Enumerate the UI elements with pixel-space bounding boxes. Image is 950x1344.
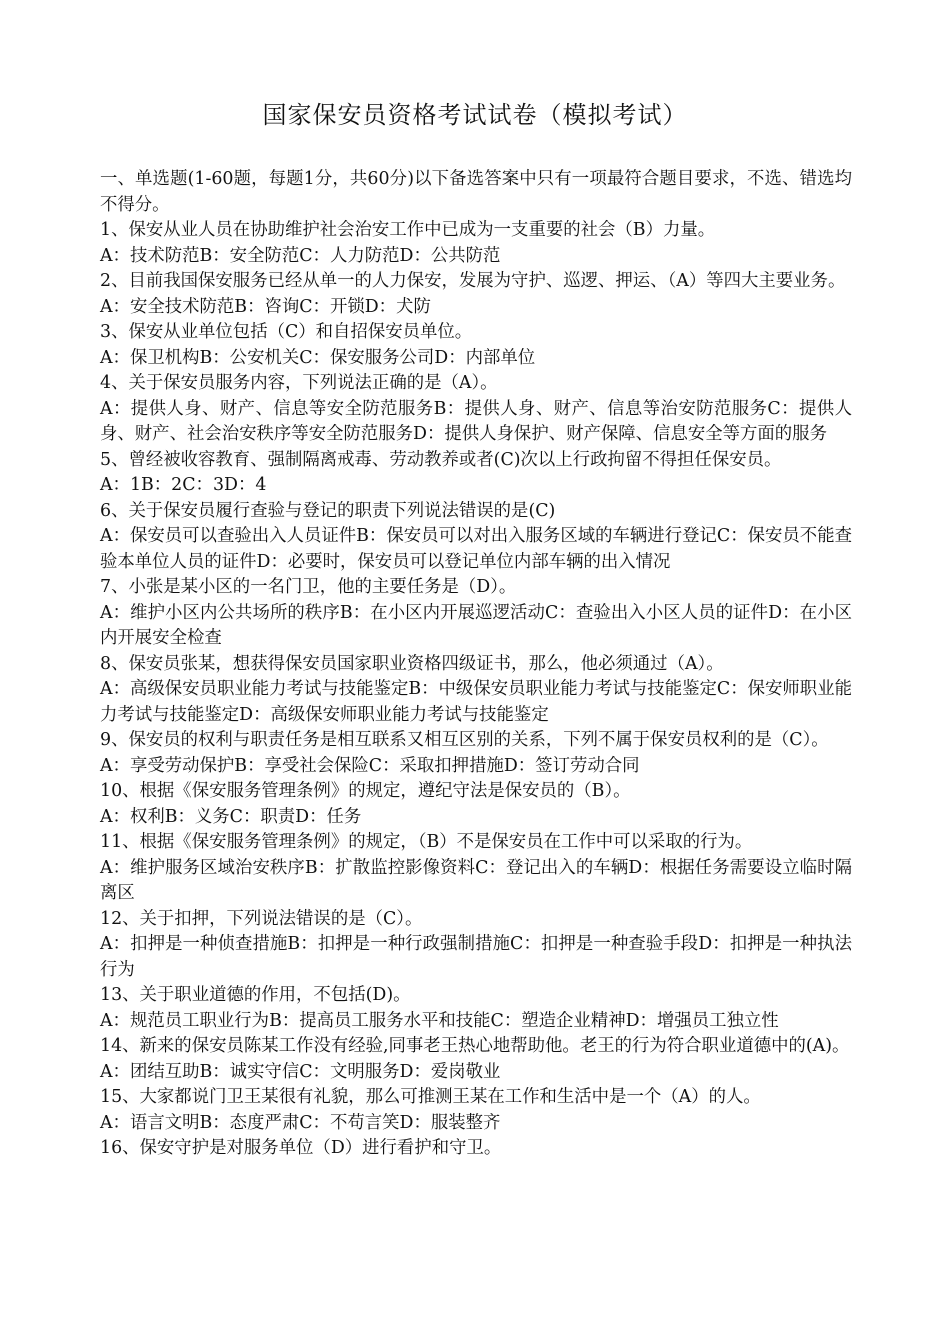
answer-options: A：高级保安员职业能力考试与技能鉴定B：中级保安员职业能力考试与技能鉴定C：保安师职业能力考试与技能鉴定D：高级保安师职业能力考试与技能鉴定 — [100, 679, 852, 725]
answer-options: A：享受劳动保护B：享受社会保险C：采取扣押措施D：签订劳动合同 — [100, 755, 640, 776]
answer-options: A：语言文明B：态度严肃C：不苟言笑D：服装整齐 — [100, 1112, 501, 1133]
question-text: 9、保安员的权利与职责任务是相互联系又相互区别的关系，下列不属于保安员权利的是（C）。 — [100, 730, 829, 750]
question-text: 16、保安守护是对服务单位（D）进行看护和守卫。 — [100, 1138, 502, 1158]
answer-options: A：权利B：义务C：职责D：任务 — [100, 806, 362, 827]
answer-options: A：保卫机构B：公安机关C：保安服务公司D：内部单位 — [100, 347, 536, 368]
question-text: 10、根据《保安服务管理条例》的规定，遵纪守法是保安员的（B）。 — [100, 781, 631, 801]
answer-options: A：1B：2C：3D：4 — [100, 475, 267, 495]
answer-options: A：团结互助B：诚实守信C：文明服务D：爱岗敬业 — [100, 1061, 501, 1082]
question-text: 5、曾经被收容教育、强制隔离戒毒、劳动教养或者(C)次以上行政拘留不得担任保安员。 — [100, 449, 782, 470]
answer-options: A：扣押是一种侦查措施B：扣押是一种行政强制措施C：扣押是一种查验手段D：扣押是一种执法行为 — [100, 934, 852, 980]
answer-options: A：维护服务区域治安秩序B：扩散监控影像资料C：登记出入的车辆D：根据任务需要设立临时隔离区 — [100, 857, 852, 903]
question-text: 15、大家都说门卫王某很有礼貌，那么可推测王某在工作和生活中是一个（A）的人。 — [100, 1087, 761, 1107]
question-text: 6、关于保安员履行查验与登记的职责下列说法错误的是(C) — [100, 500, 556, 521]
answer-options: A：维护小区内公共场所的秩序B：在小区内开展巡逻活动C：查验出入小区人员的证件D：在小区内开展安全检查 — [100, 602, 852, 648]
question-text: 3、保安从业单位包括（C）和自招保安员单位。 — [100, 322, 473, 342]
question-text: 7、小张是某小区的一名门卫，他的主要任务是（D）。 — [100, 577, 517, 597]
question-text: 13、关于职业道德的作用，不包括(D)。 — [100, 985, 411, 1005]
answer-options: A：技术防范B：安全防范C：人力防范D：公共防范 — [100, 245, 501, 266]
answer-options: A：安全技术防范B：咨询C：开锁D：犬防 — [100, 296, 431, 317]
document-title: 国家保安员资格考试试卷（模拟考试） — [262, 101, 688, 129]
question-text: 1、保安从业人员在协助维护社会治安工作中已成为一支重要的社会（B）力量。 — [100, 220, 716, 240]
answer-options: A：保安员可以查验出入人员证件B：保安员可以对出入服务区域的车辆进行登记C：保安员不能查验本单位人员的证件D：必要时，保安员可以登记单位内部车辆的出入情况 — [100, 526, 852, 572]
question-text: 2、目前我国保安服务已经从单一的人力保安，发展为守护、巡逻、押运、（A）等四大主要业务。 — [100, 271, 846, 291]
answer-options: A：提供人身、财产、信息等安全防范服务B：提供人身、财产、信息等治安防范服务C：提供人身、财产、社会治安秩序等安全防范服务D：提供人身保护、财产保障、信息安全等方面的服务 — [100, 398, 852, 444]
question-text: 14、新来的保安员陈某工作没有经验,同事老王热心地帮助他。老王的行为符合职业道德中的(A)。 — [100, 1036, 850, 1056]
document-body — [100, 167, 852, 1162]
section-heading: 一、单选题(1-60题，每题1分，共60分)以下备选答案中只有一项最符合题目要求，不选、错选均不得分。 — [100, 169, 852, 215]
question-text: 12、关于扣押，下列说法错误的是（C）。 — [100, 908, 423, 929]
question-text: 11、根据《保安服务管理条例》的规定，（B）不是保安员在工作中可以采取的行为。 — [100, 832, 753, 852]
question-text: 8、保安员张某，想获得保安员国家职业资格四级证书，那么，他必须通过（A）。 — [100, 653, 724, 674]
answer-options: A：规范员工职业行为B：提高员工服务水平和技能C：塑造企业精神D：增强员工独立性 — [100, 1010, 779, 1031]
question-text: 4、关于保安员服务内容，下列说法正确的是（A）。 — [100, 373, 498, 393]
